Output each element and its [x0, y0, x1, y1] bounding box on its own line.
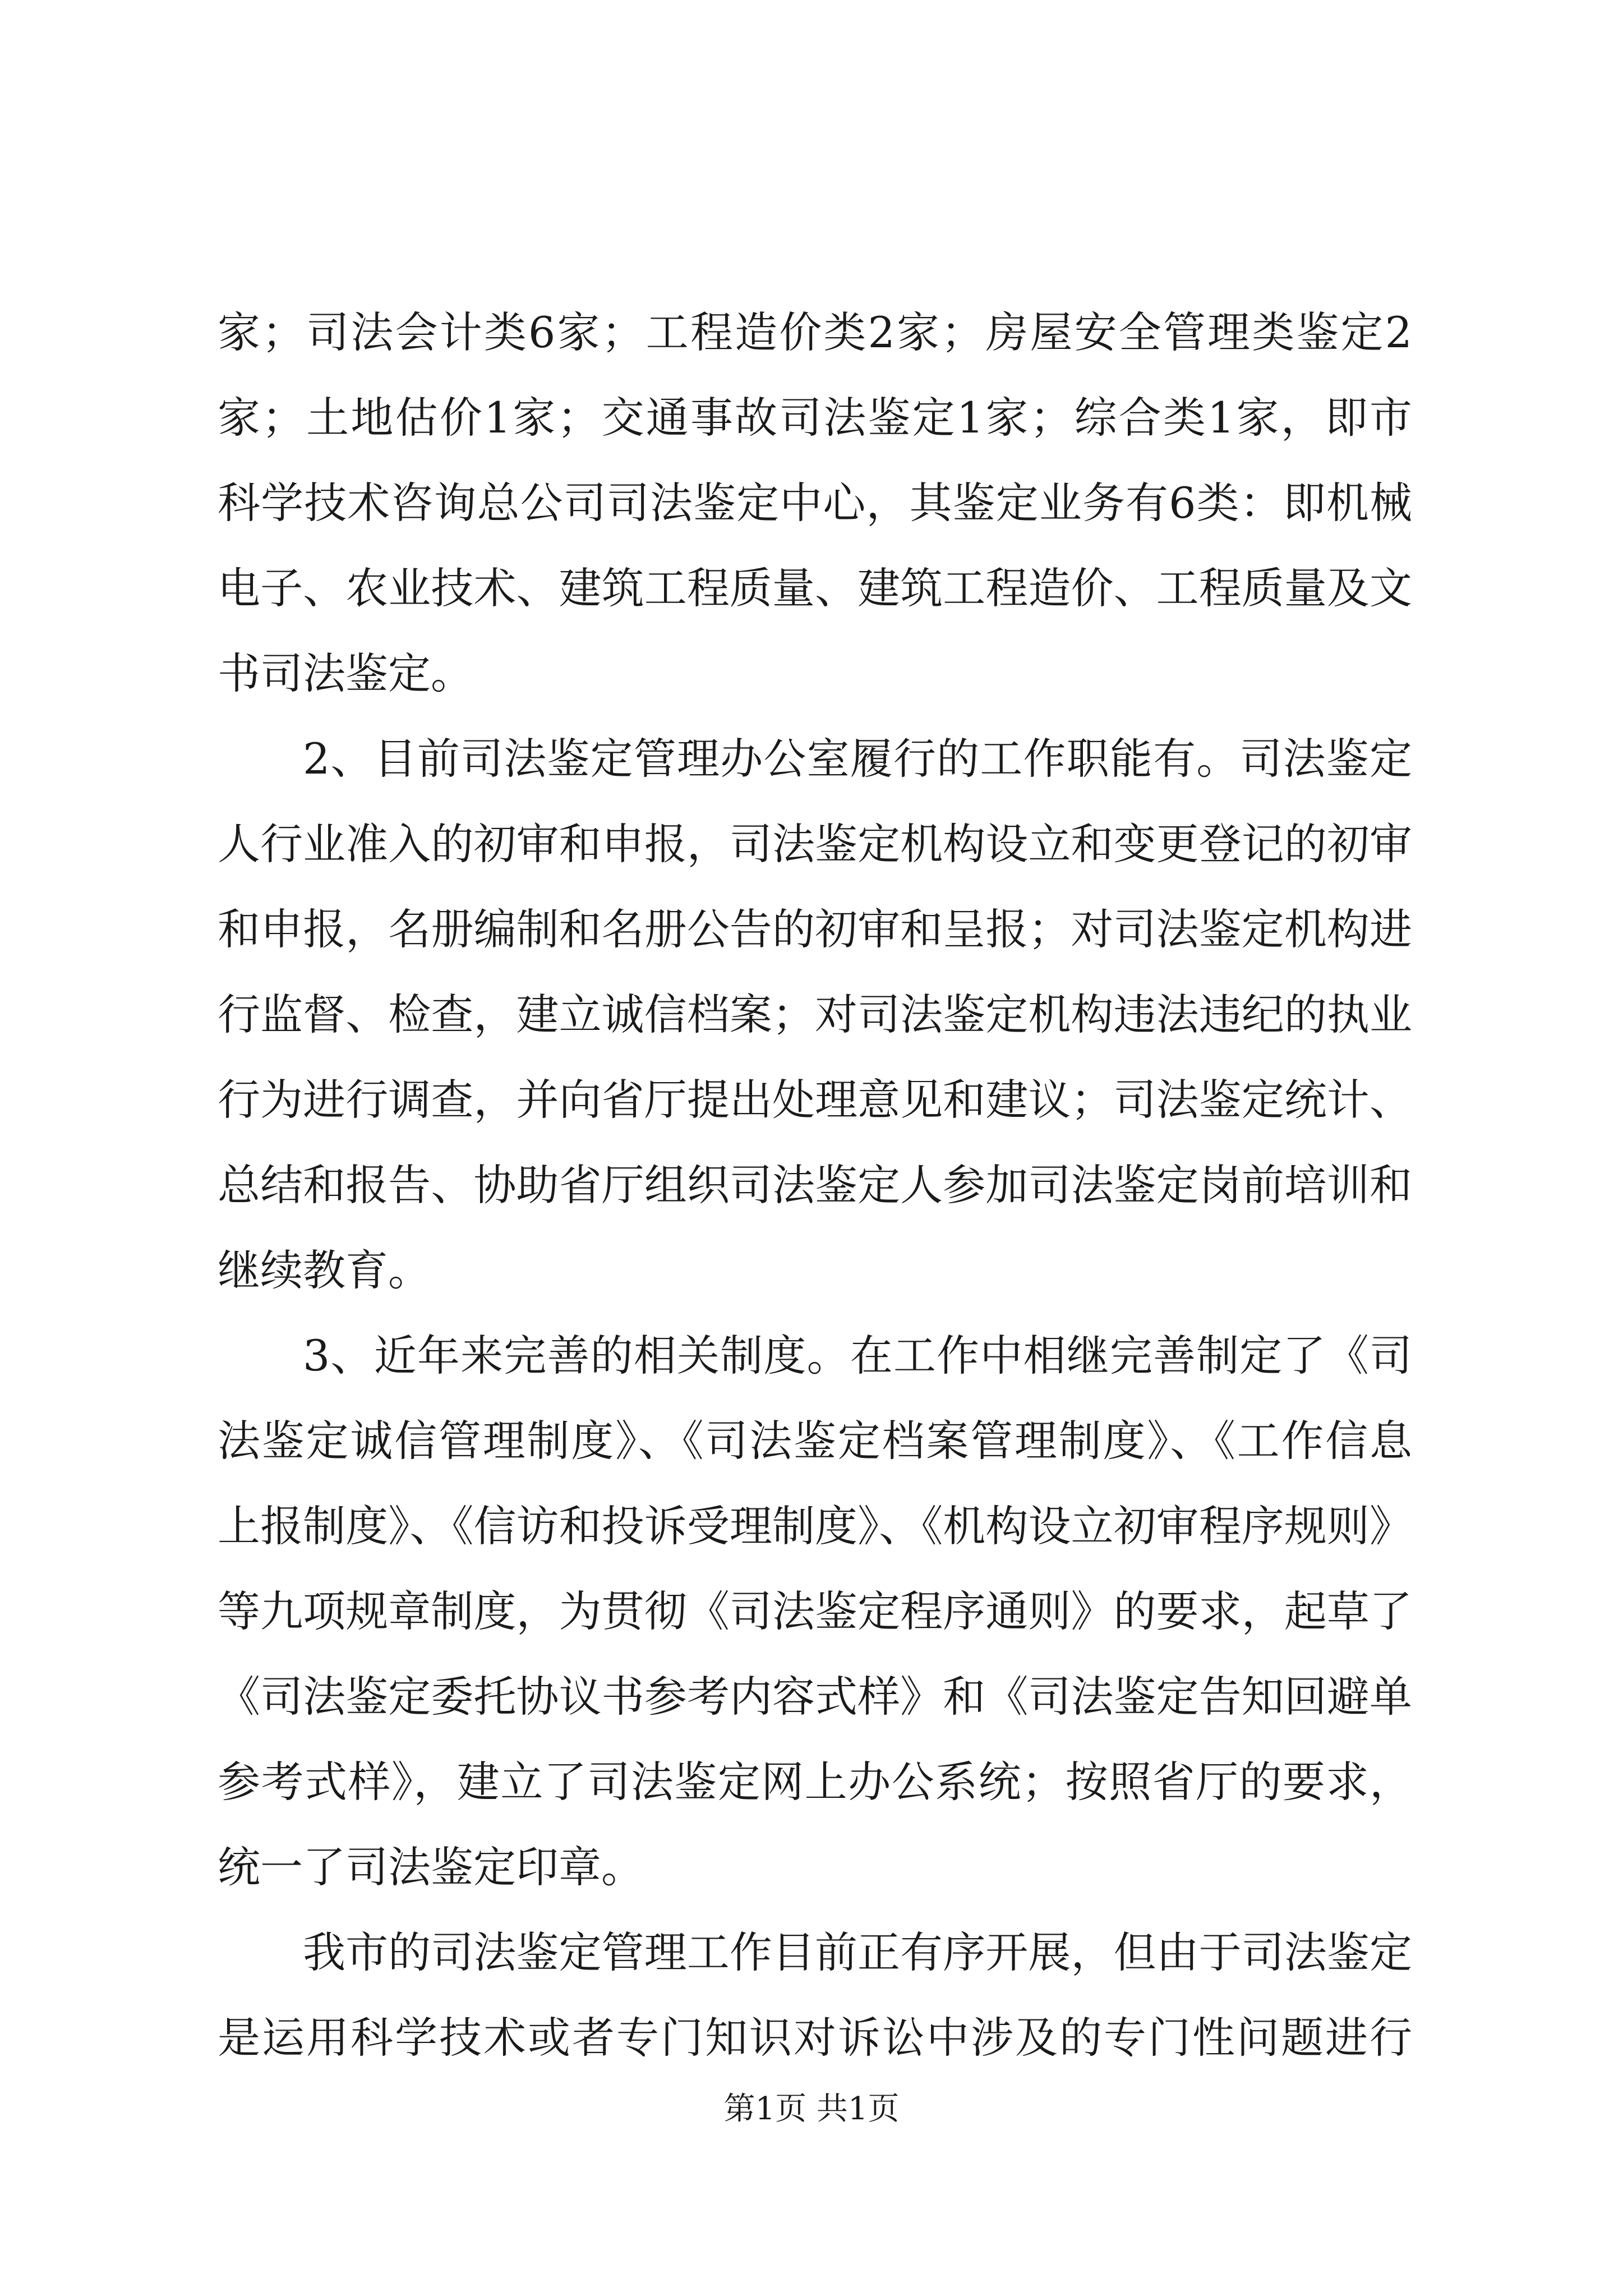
text-line-1: 家；司法会计类6家；工程造价类2家；房屋安全管理类鉴定2: [218, 307, 1412, 357]
text-line-17: 《司法鉴定委托协议书参考内容式样》和《司法鉴定告知回避单: [218, 1672, 1412, 1722]
text-line-18: 参考式样》，建立了司法鉴定网上办公系统；按照省厅的要求，: [218, 1757, 1412, 1807]
text-line-15: 上报制度》、《信访和投诉受理制度》、《机构设立初审程序规则》: [218, 1501, 1412, 1551]
text-line-16: 等九项规章制度，为贯彻《司法鉴定程序通则》的要求，起草了: [218, 1586, 1412, 1636]
text-line-5: 书司法鉴定。: [218, 648, 473, 698]
paragraph-3-first-line: 3、近年来完善的相关制度。在工作中相继完善制定了《司: [303, 1331, 1412, 1381]
text-line-14: 法鉴定诚信管理制度》、《司法鉴定档案管理制度》、《工作信息: [218, 1416, 1412, 1466]
text-line-12: 继续教育。: [218, 1245, 431, 1295]
text-line-8: 和申报，名册编制和名册公告的初审和呈报；对司法鉴定机构进: [218, 904, 1412, 954]
text-line-9: 行监督、检查，建立诚信档案；对司法鉴定机构违法违纪的执业: [218, 990, 1412, 1039]
text-line-10: 行为进行调查，并向省厅提出处理意见和建议；司法鉴定统计、: [218, 1075, 1412, 1125]
text-line-19: 统一了司法鉴定印章。: [218, 1842, 644, 1892]
text-line-4: 电子、农业技术、建筑工程质量、建筑工程造价、工程质量及文: [218, 563, 1412, 613]
text-line-2: 家；土地估价1家；交通事故司法鉴定1家；综合类1家，即市: [218, 393, 1412, 443]
page-number-footer: 第1页 共1页: [723, 2091, 900, 2127]
paragraph-4-first-line: 我市的司法鉴定管理工作目前正有序开展，但由于司法鉴定: [303, 1927, 1412, 1977]
paragraph-2-first-line: 2、目前司法鉴定管理办公室履行的工作职能有。司法鉴定: [303, 734, 1412, 784]
text-line-11: 总结和报告、协助省厅组织司法鉴定人参加司法鉴定岗前培训和: [218, 1160, 1412, 1210]
text-line-3: 科学技术咨询总公司司法鉴定中心，其鉴定业务有6类：即机械: [218, 478, 1412, 528]
text-line-21: 是运用科学技术或者专门知识对诉讼中涉及的专门性问题进行: [218, 2013, 1412, 2063]
text-line-7: 人行业准入的初审和申报，司法鉴定机构设立和变更登记的初审: [218, 819, 1412, 869]
